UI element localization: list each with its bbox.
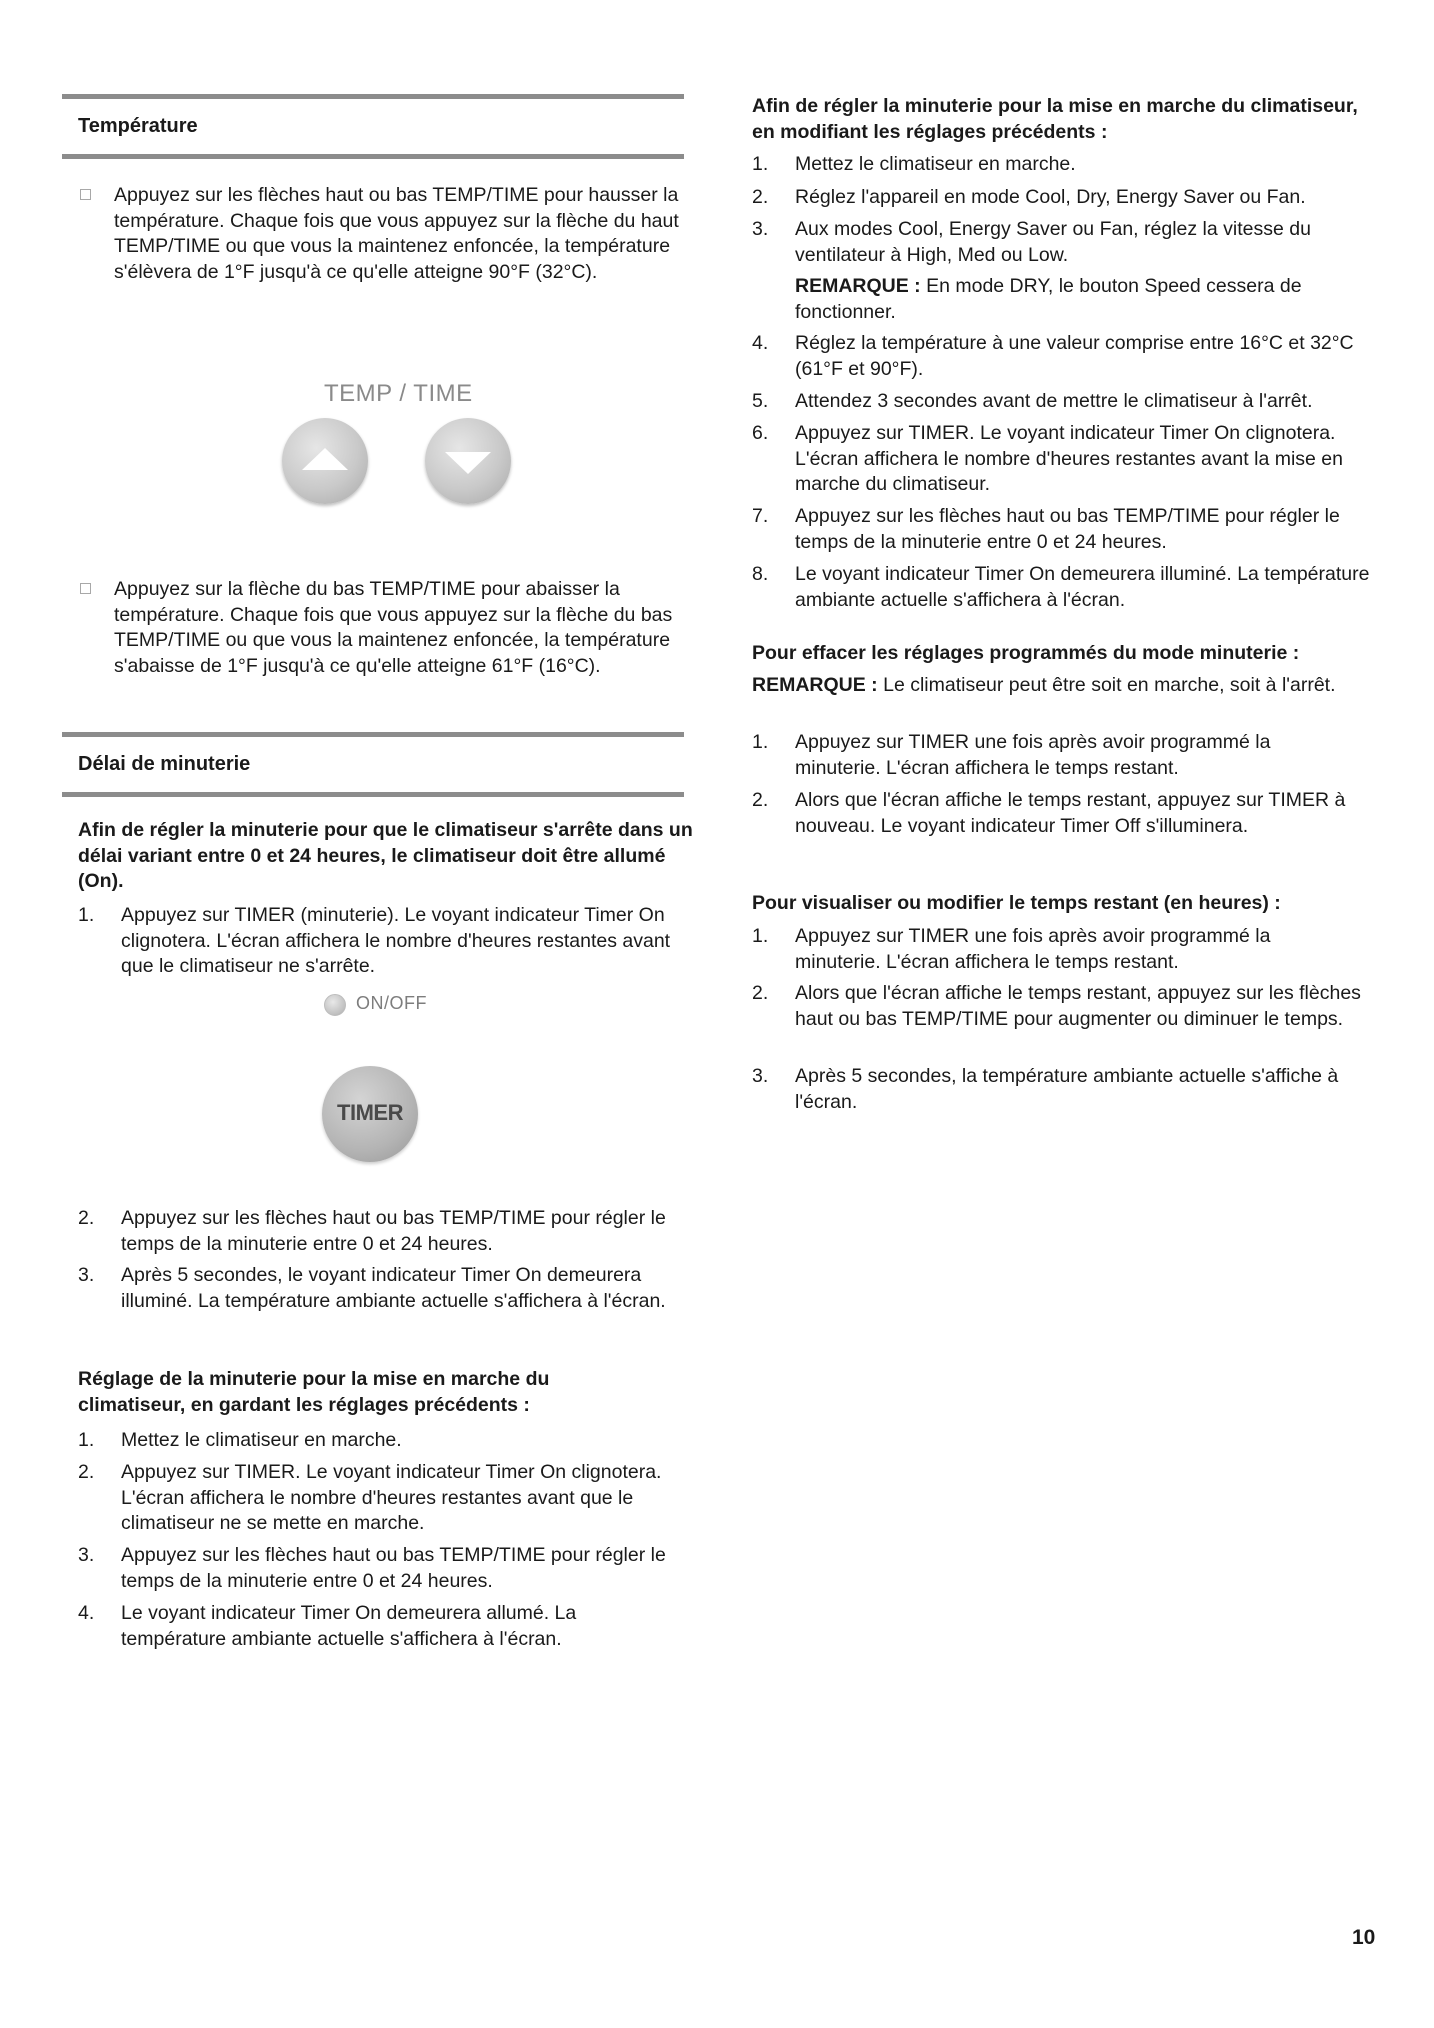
item-number: 1.: [752, 153, 769, 175]
item-number: 1.: [752, 925, 769, 947]
remark: [752, 673, 1352, 699]
item-text: Après 5 secondes, la température ambiante actuelle s'affiche à l'écran.: [795, 1065, 1339, 1113]
subheading-clear-timer: Pour effacer les réglages programmés du mode minuterie :: [752, 642, 1300, 664]
section-title-delay: Délai de minuterie: [78, 753, 251, 775]
item-text: Réglez la température à une valeur comprise entre 16°C et 32°C (61°F et 90°F).: [795, 332, 1354, 380]
temp-down-button[interactable]: [425, 418, 511, 504]
item-text: Appuyez sur TIMER. Le voyant indicateur Timer On clignotera. L'écran affichera le nombre d'heures restantes avant la mise en marche du climatiseur.: [795, 422, 1343, 495]
item-text: Attendez 3 secondes avant de mettre le climatiseur à l'arrêt.: [795, 390, 1313, 412]
item-number: 3.: [752, 218, 769, 240]
bullet-box-icon: [80, 189, 91, 200]
item-text: Réglez l'appareil en mode Cool, Dry, Energy Saver ou Fan.: [795, 186, 1306, 208]
item-text: Aux modes Cool, Energy Saver ou Fan, réglez la vitesse du ventilateur à High, Med ou Low.: [795, 218, 1311, 266]
remark-text: En mode DRY, le bouton Speed cessera de fonctionner.: [795, 275, 1302, 323]
on-off-label: ON/OFF: [356, 993, 427, 1013]
on-off-indicator-icon: [324, 994, 346, 1016]
remark: [795, 274, 1375, 325]
item-text: Alors que l'écran affiche le temps restant, appuyez sur les flèches haut ou bas TEMP/TIME pour augmenter ou diminuer le temps.: [795, 982, 1361, 1030]
subheading-modify-settings: Afin de régler la minuterie pour la mise en marche du climatiseur, en modifiant les réglages précédents :: [752, 95, 1358, 143]
section-rule: [62, 154, 684, 159]
item-text: Appuyez sur les flèches haut ou bas TEMP/TIME pour régler le temps de la minuterie entre 0 et 24 heures.: [121, 1544, 666, 1592]
subheading-keep-settings: Réglage de la minuterie pour la mise en marche du climatiseur, en gardant les réglages précédents :: [78, 1368, 550, 1416]
bullet-text: Appuyez sur les flèches haut ou bas TEMP/TIME pour hausser la température. Chaque fois que vous appuyez sur la flèche du haut TEMP/TIME ou que vous la maintenez enfoncée, la température s'élèvera de 1°F jusqu'à ce qu'elle atteigne 90°F (32°C).: [114, 184, 679, 283]
item-number: 2.: [752, 789, 769, 811]
item-number: 8.: [752, 563, 769, 585]
remark-label: REMARQUE :: [795, 275, 921, 297]
item-text: Le voyant indicateur Timer On demeurera illuminé. La température ambiante actuelle s'affichera à l'écran.: [795, 563, 1370, 611]
page-number: 10: [1352, 1926, 1376, 1949]
timer-button[interactable]: [322, 1066, 418, 1162]
item-number: 2.: [78, 1207, 95, 1229]
item-number: 4.: [78, 1602, 95, 1624]
bullet-text: Appuyez sur la flèche du bas TEMP/TIME pour abaisser la température. Chaque fois que vous appuyez sur la flèche du bas TEMP/TIME ou que vous la maintenez enfoncée, la température s'abaisse de 1°F jusqu'à ce qu'elle atteigne 61°F (16°C).: [114, 578, 673, 677]
item-number: 1.: [78, 1429, 95, 1451]
section-rule: [62, 94, 684, 99]
temp-up-button[interactable]: [282, 418, 368, 504]
item-text: Mettez le climatiseur en marche.: [121, 1429, 402, 1451]
temp-time-label: TEMP / TIME: [324, 380, 473, 407]
item-text: Le voyant indicateur Timer On demeurera allumé. La température ambiante actuelle s'affichera à l'écran.: [121, 1602, 577, 1650]
item-number: 2.: [78, 1461, 95, 1483]
item-number: 3.: [78, 1264, 95, 1286]
item-text: Mettez le climatiseur en marche.: [795, 153, 1076, 175]
item-number: 2.: [752, 186, 769, 208]
item-number: 3.: [78, 1544, 95, 1566]
item-text: Après 5 secondes, le voyant indicateur Timer On demeurera illuminé. La température ambiante actuelle s'affichera à l'écran.: [121, 1264, 666, 1312]
subheading-view-time: Pour visualiser ou modifier le temps restant (en heures) :: [752, 892, 1281, 914]
item-number: 4.: [752, 332, 769, 354]
arrow-down-icon: [425, 418, 511, 504]
subheading-delay: Afin de régler la minuterie pour que le climatiseur s'arrête dans un délai variant entre 0 et 24 heures, le climatiseur doit être allumé (On).: [78, 819, 693, 892]
item-number: 1.: [752, 731, 769, 753]
item-number: 7.: [752, 505, 769, 527]
item-number: 5.: [752, 390, 769, 412]
item-text: Appuyez sur TIMER. Le voyant indicateur Timer On clignotera. L'écran affichera le nombre d'heures restantes avant que le climatiseur ne se mette en marche.: [121, 1461, 662, 1534]
temp-time-figure: [282, 380, 542, 510]
item-text: Appuyez sur les flèches haut ou bas TEMP/TIME pour régler le temps de la minuterie entre 0 et 24 heures.: [795, 505, 1340, 553]
item-number: 1.: [78, 904, 95, 926]
item-text: Appuyez sur les flèches haut ou bas TEMP/TIME pour régler le temps de la minuterie entre 0 et 24 heures.: [121, 1207, 666, 1255]
timer-figure: [324, 985, 524, 1165]
item-number: 3.: [752, 1065, 769, 1087]
item-text: Appuyez sur TIMER une fois après avoir programmé la minuterie. L'écran affichera le temps restant.: [795, 731, 1271, 779]
remark-text: Le climatiseur peut être soit en marche, soit à l'arrêt.: [883, 674, 1336, 696]
section-rule: [62, 732, 684, 737]
item-text: Appuyez sur TIMER une fois après avoir programmé la minuterie. L'écran affichera le temps restant.: [795, 925, 1271, 973]
item-text: Appuyez sur TIMER (minuterie). Le voyant indicateur Timer On clignotera. L'écran affichera le nombre d'heures restantes avant que le climatiseur ne s'arrête.: [121, 904, 671, 977]
section-rule: [62, 792, 684, 797]
arrow-up-icon: [282, 418, 368, 504]
item-number: 6.: [752, 422, 769, 444]
timer-button-label: TIMER: [337, 1100, 403, 1125]
section-title-temperature: Température: [78, 115, 198, 137]
item-number: 2.: [752, 982, 769, 1004]
bullet-box-icon: [80, 583, 91, 594]
item-text: Alors que l'écran affiche le temps restant, appuyez sur TIMER à nouveau. Le voyant indicateur Timer Off s'illuminera.: [795, 789, 1346, 837]
remark-label: REMARQUE :: [752, 674, 878, 696]
